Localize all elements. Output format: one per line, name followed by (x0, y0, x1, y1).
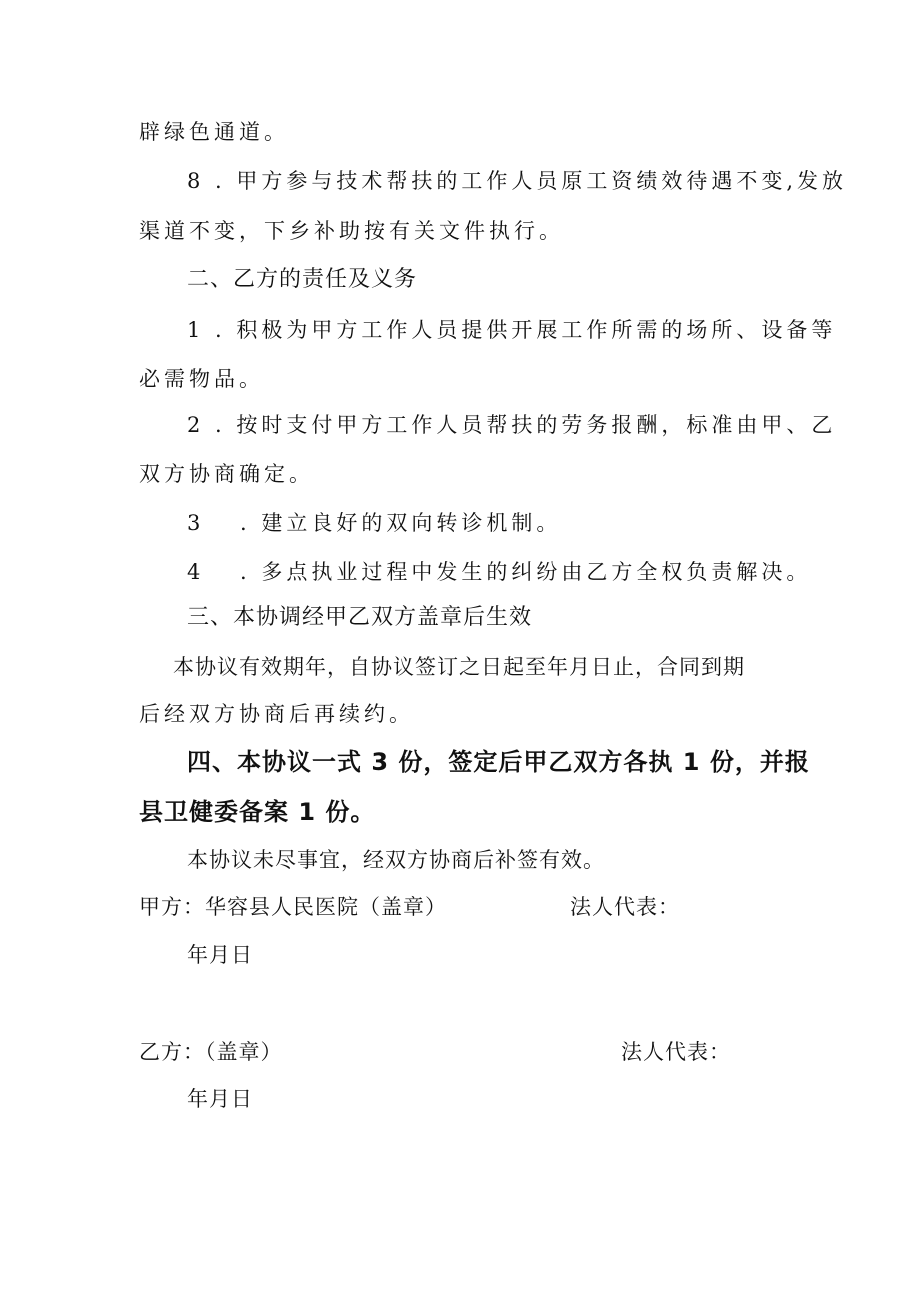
section-heading-2: 二、乙方的责任及义务 (187, 267, 418, 292)
party-a-representative: 法人代表： (570, 895, 680, 919)
item-4-text: . 多点执业过程中发生的纠纷由乙方全权负责解决。 (240, 560, 812, 584)
item-8-line: 8 . 甲方参与技术帮扶的工作人员原工资绩效待遇不变,发放 (187, 169, 848, 193)
paragraph-line: 后经双方协商后再续约。 (139, 702, 414, 726)
section-heading-4: 四、本协议一式 3 份，签定后甲乙双方各执 1 份，并报 (187, 748, 810, 776)
item-1-line: 1 . 积极为甲方工作人员提供开展工作所需的场所、设备等 (187, 318, 837, 342)
closing-line: 本协议未尽事宜，经双方协商后补签有效。 (187, 848, 605, 872)
item-2-line: 2 . 按时支付甲方工作人员帮扶的劳务报酬，标准由甲、乙 (187, 413, 837, 437)
party-b-date: 年月日 (187, 1087, 253, 1111)
item-4-number: 4 (187, 560, 205, 584)
paragraph-line: 渠道不变，下乡补助按有关文件执行。 (139, 219, 564, 243)
party-a-date: 年月日 (187, 943, 253, 967)
paragraph-line: 必需物品。 (139, 367, 264, 391)
party-b-representative: 法人代表： (621, 1040, 731, 1064)
paragraph-line: 辟绿色通道。 (139, 120, 289, 144)
section-heading-3: 三、本协调经甲乙双方盖章后生效 (187, 605, 533, 630)
item-3-text: . 建立良好的双向转诊机制。 (240, 511, 562, 535)
party-a-label: 甲方：华容县人民医院（盖章） (139, 895, 447, 919)
validity-line: 本协议有效期年，自协议签订之日起至年月日止，合同到期 (173, 655, 745, 679)
party-b-label: 乙方：（盖章） (139, 1040, 283, 1064)
paragraph-line: 双方协商确定。 (139, 462, 314, 486)
section-heading-4-cont: 县卫健委备案 1 份。 (139, 798, 376, 826)
item-3-number: 3 (187, 511, 205, 535)
